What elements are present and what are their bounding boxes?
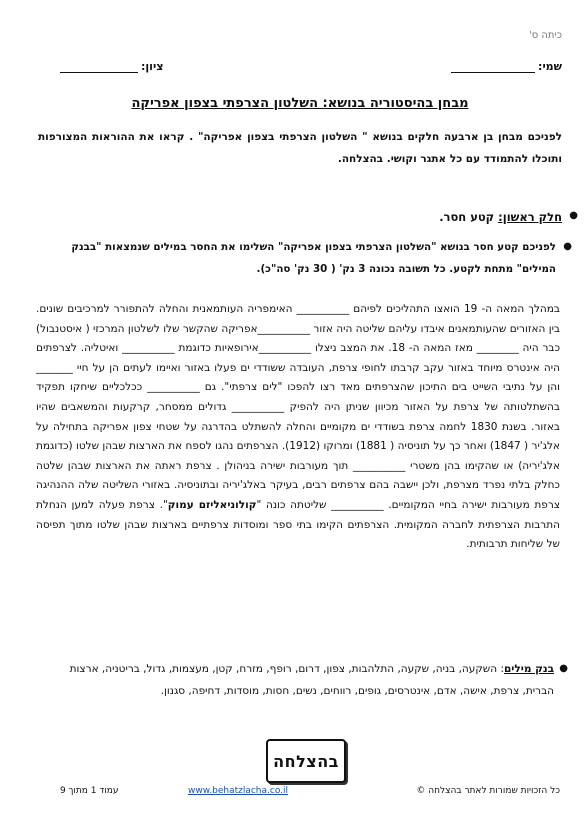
footer-copyright: כל הזכויות שמורות לאתר בהצלחה © — [416, 786, 560, 796]
footer-website-link[interactable]: www.behatzlacha.co.il — [188, 786, 289, 796]
missing-words-passage — [36, 300, 560, 555]
page-footer — [60, 786, 560, 800]
name-field[interactable] — [451, 60, 562, 73]
score-label: ציון: — [141, 60, 164, 73]
passage-bold-term: קולוניאליזם עמוק — [167, 498, 257, 511]
name-label: שמי: — [538, 60, 562, 73]
name-blank-line[interactable] — [451, 61, 535, 73]
logo-text: בהצלחה — [273, 751, 339, 771]
part1-heading-rest: קטע חסר. — [439, 210, 499, 224]
bullet-icon: ● — [559, 663, 568, 674]
name-score-row — [60, 60, 562, 76]
word-bank-words: : השקעה, בניה, שקעה, התלהבות, צפון, דרום, רופף, מזרח, קטן, מעצמות, גדול, בריטניה, ארצות הברית, צרפת, אישה, אדם, אינטרסים, גופים, רווחים, נשים, חסות, מוסדות, דחיפה, סגנון. — [69, 663, 554, 697]
bullet-icon: ● — [569, 210, 578, 221]
intro-paragraph: לפניכם מבחן בן ארבעה חלקים בנושא " השלטון הצרפתי בצפון אפריקה" . קראו את ההוראות המצורפות ותוכלו להתמודד עם כל אתגר וקושי. בהצלחה. — [38, 131, 562, 165]
word-bank-label: בנק מילים — [504, 663, 554, 675]
footer-page-info: עמוד 1 מתוך 9 — [60, 786, 119, 796]
part1-heading — [60, 210, 578, 224]
score-blank-line[interactable] — [60, 61, 138, 73]
word-bank — [36, 658, 568, 702]
score-field[interactable] — [60, 60, 163, 73]
part1-heading-label: חלק ראשון: — [498, 210, 562, 224]
part1-instructions — [60, 236, 572, 280]
behatzlacha-logo — [266, 739, 346, 783]
part1-instructions-text: לפניכם קטע חסר בנושא "השלטון הצרפתי בצפון אפריקה" השלימו את החסר במילים שנמצאות "בבנק המילים" מתחת לקטע. כל תשובה נכונה 3 נק' ( 30 נק' סה"כ). — [71, 241, 556, 275]
passage-text-a: במהלך המאה ה- 19 הואצו התהליכים לפיהם __________ האימפריה העותמאנית והחלה להתפורר למרכיבים שונים. בין האזורים שהעותמאנים איבדו עליהם שליטה היה אזור __________אפריקה שהקשר שלו לשלטון המרכזי ( איסטנבול) כבר היה ________ מאז המאה ה- 18. את המצב ניצלו __________אירופאיות כדוגמת __________ ואיטליה. לצרפתים היה אינטרס מיוחד באזור עקב קרבתו לחופי צרפת, העובדה ששודדי ים פעלו באזור ואיימו לעתים הן על חיי _______ והן על נתיבי השייט בים התיכון שהצרפתים מאד רצו להפכו "לים צרפתי". גם __________ ככלכליים שיחקו תפקיד בהשתלטותה של צרפת על האזור מכיוון שניתן היה להפיק __________ גדולים ממסחר, קרקעות והמשאבים שהיו באזור. בשנת 1830 לחמה צרפת בשודדי ים מקומיים והחלה להשתלט בהדרגה על שטחי צפון אפריקה בתחילה על אלג'יר ( 1847) ואחר כך על תוניסיה ( 1881) ומרוקו (1912). הצרפתים נהגו לספח את הארצות שבהן שלטו (כדוגמת אלג'יריה) או שהקימו בהן משטרי __________ תוך מעורבות ישירה בניהולן . צרפת ראתה את הארצות שבהן שלטה כחלק בלתי נפרד מצרפת, ולכן יישבה בהם צרפתים רבים, בעיקר באלג'יריה ובתוניסיה. באזורי השליטה שלה ההנהיגה צרפת מעורבות ישירה בחיי המקומיים. __________ שליטתה כונה " — [36, 303, 561, 511]
bullet-icon: ● — [563, 241, 572, 252]
passage-text-b: ". צרפת פעלה למען הנחלת התרבות הצרפתית לחברה המקומית. הצרפתים הקימו בתי ספר ומוסדות צרפתיים בארצות שבהן שלטו מתוך תפיסה של שליחות תרבותית. — [36, 498, 560, 551]
exam-title: מבחן בהיסטוריה בנושא: השלטון הצרפתי בצפון אפריקה — [131, 96, 469, 111]
grade-label: כיתה ס' — [528, 30, 562, 41]
